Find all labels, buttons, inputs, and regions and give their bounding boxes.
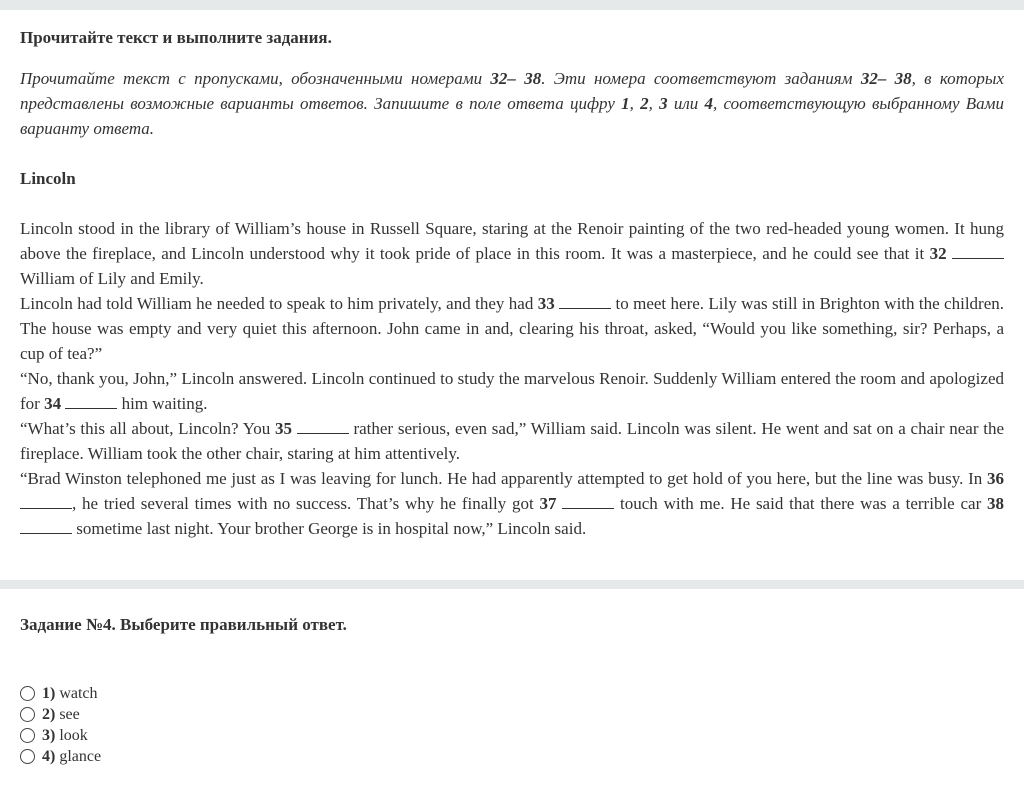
story-fragment: “Brad Winston telephoned me just as I was leaving for lunch. He had apparently attempted to get hold of you here, but the line was busy. In	[20, 469, 987, 488]
option-number: 4)	[42, 748, 56, 765]
option-label: watch	[59, 685, 98, 702]
answer-option-4[interactable]	[20, 746, 1004, 767]
option-number: 1)	[42, 685, 56, 702]
section-divider	[0, 580, 1024, 589]
gap-blank	[559, 294, 611, 309]
gap-blank	[297, 419, 349, 434]
story-fragment: rather serious, even sad,” William said. Lincoln was silent. He went and sat on a chair near the fireplace. William took the other chair, staring at him attentively.	[20, 419, 1004, 463]
gap-number: 37	[539, 494, 557, 513]
instructions-digit: 2	[640, 94, 649, 113]
gap-blank	[65, 394, 117, 409]
story-fragment: to meet here. Lily was still in Brighton with the children. The house was empty and very quiet this afternoon. John came in and, clearing his throat, asked, “Would you like something, sir? Perhaps, a cup of tea?”	[20, 294, 1005, 363]
story-fragment: him waiting.	[117, 394, 208, 413]
radio-button[interactable]	[20, 707, 35, 722]
answer-options	[20, 683, 1004, 767]
option-label: look	[59, 727, 88, 744]
story-paragraph	[20, 216, 1004, 291]
gap-number: 33	[537, 294, 555, 313]
reading-instructions	[20, 66, 1004, 141]
story-paragraph	[20, 291, 1004, 366]
story-fragment: touch with me. He said that there was a terrible car	[614, 494, 987, 513]
gap-blank	[20, 494, 72, 509]
story-paragraph	[20, 466, 1004, 541]
story-fragment: Lincoln had told William he needed to speak to him privately, and they had	[20, 294, 538, 313]
option-number: 2)	[42, 706, 56, 723]
story-paragraph	[20, 366, 1004, 416]
answer-option-1[interactable]	[20, 683, 1004, 704]
instructions-text: , в которых представлены возможные варианты ответов. Запишите в поле ответа цифру	[20, 69, 1004, 113]
option-number: 3)	[42, 727, 56, 744]
answer-option-2[interactable]	[20, 704, 1004, 725]
gap-blank	[562, 494, 614, 509]
instructions-text: , соответствующую выбранному Вами варианту ответа.	[20, 94, 1005, 138]
option-label: glance	[59, 748, 102, 765]
story-paragraph	[20, 416, 1004, 466]
instructions-text: . Эти номера соответствуют заданиям	[541, 69, 861, 88]
task-section	[0, 589, 1024, 767]
instructions-text: или	[667, 94, 705, 113]
radio-button[interactable]	[20, 728, 35, 743]
story-fragment: “No, thank you, John,” Lincoln answered. Lincoln continued to study the marvelous Renoir. Suddenly William entered the room and apologized for	[20, 369, 1004, 413]
radio-button[interactable]	[20, 686, 35, 701]
radio-button[interactable]	[20, 749, 35, 764]
story-fragment: William of Lily and Emily.	[20, 269, 204, 288]
option-label: see	[59, 706, 80, 723]
story-fragment: sometime last night. Your brother George is in hospital now,” Lincoln said.	[72, 519, 587, 538]
instructions-range: 32– 38	[860, 69, 912, 88]
story-fragment: , he tried several times with no success. That’s why he finally got	[72, 494, 540, 513]
task-heading: Задание №4. Выберите правильный ответ.	[20, 615, 347, 634]
gap-number: 32	[929, 244, 947, 263]
instructions-digit: 3	[659, 94, 668, 113]
gap-number: 34	[44, 394, 62, 413]
reading-section	[0, 10, 1024, 580]
story-title: Lincoln	[20, 169, 76, 188]
answer-option-3[interactable]	[20, 725, 1004, 746]
gap-number: 36	[987, 469, 1004, 488]
instructions-text: Прочитайте текст с пропусками, обозначенными номерами	[20, 69, 491, 88]
gap-blank	[952, 244, 1004, 259]
story-text	[20, 216, 1004, 541]
top-band	[0, 0, 1024, 10]
instructions-range: 32– 38	[490, 69, 542, 88]
gap-number: 35	[275, 419, 292, 438]
instructions-text: ,	[648, 94, 660, 113]
instructions-text: ,	[629, 94, 641, 113]
instructions-digit: 4	[704, 94, 713, 113]
gap-number: 38	[987, 494, 1004, 513]
instructions-digit: 1	[621, 94, 630, 113]
story-fragment: Lincoln stood in the library of William’s house in Russell Square, staring at the Renoir painting of the two red-headed young women. It hung above the fireplace, and Lincoln understood why it took pride of place in this room. It was a masterpiece, and he could see that it	[20, 219, 1004, 263]
reading-heading: Прочитайте текст и выполните задания.	[20, 28, 332, 47]
gap-blank	[20, 519, 72, 534]
story-fragment: “What’s this all about, Lincoln? You	[20, 419, 275, 438]
